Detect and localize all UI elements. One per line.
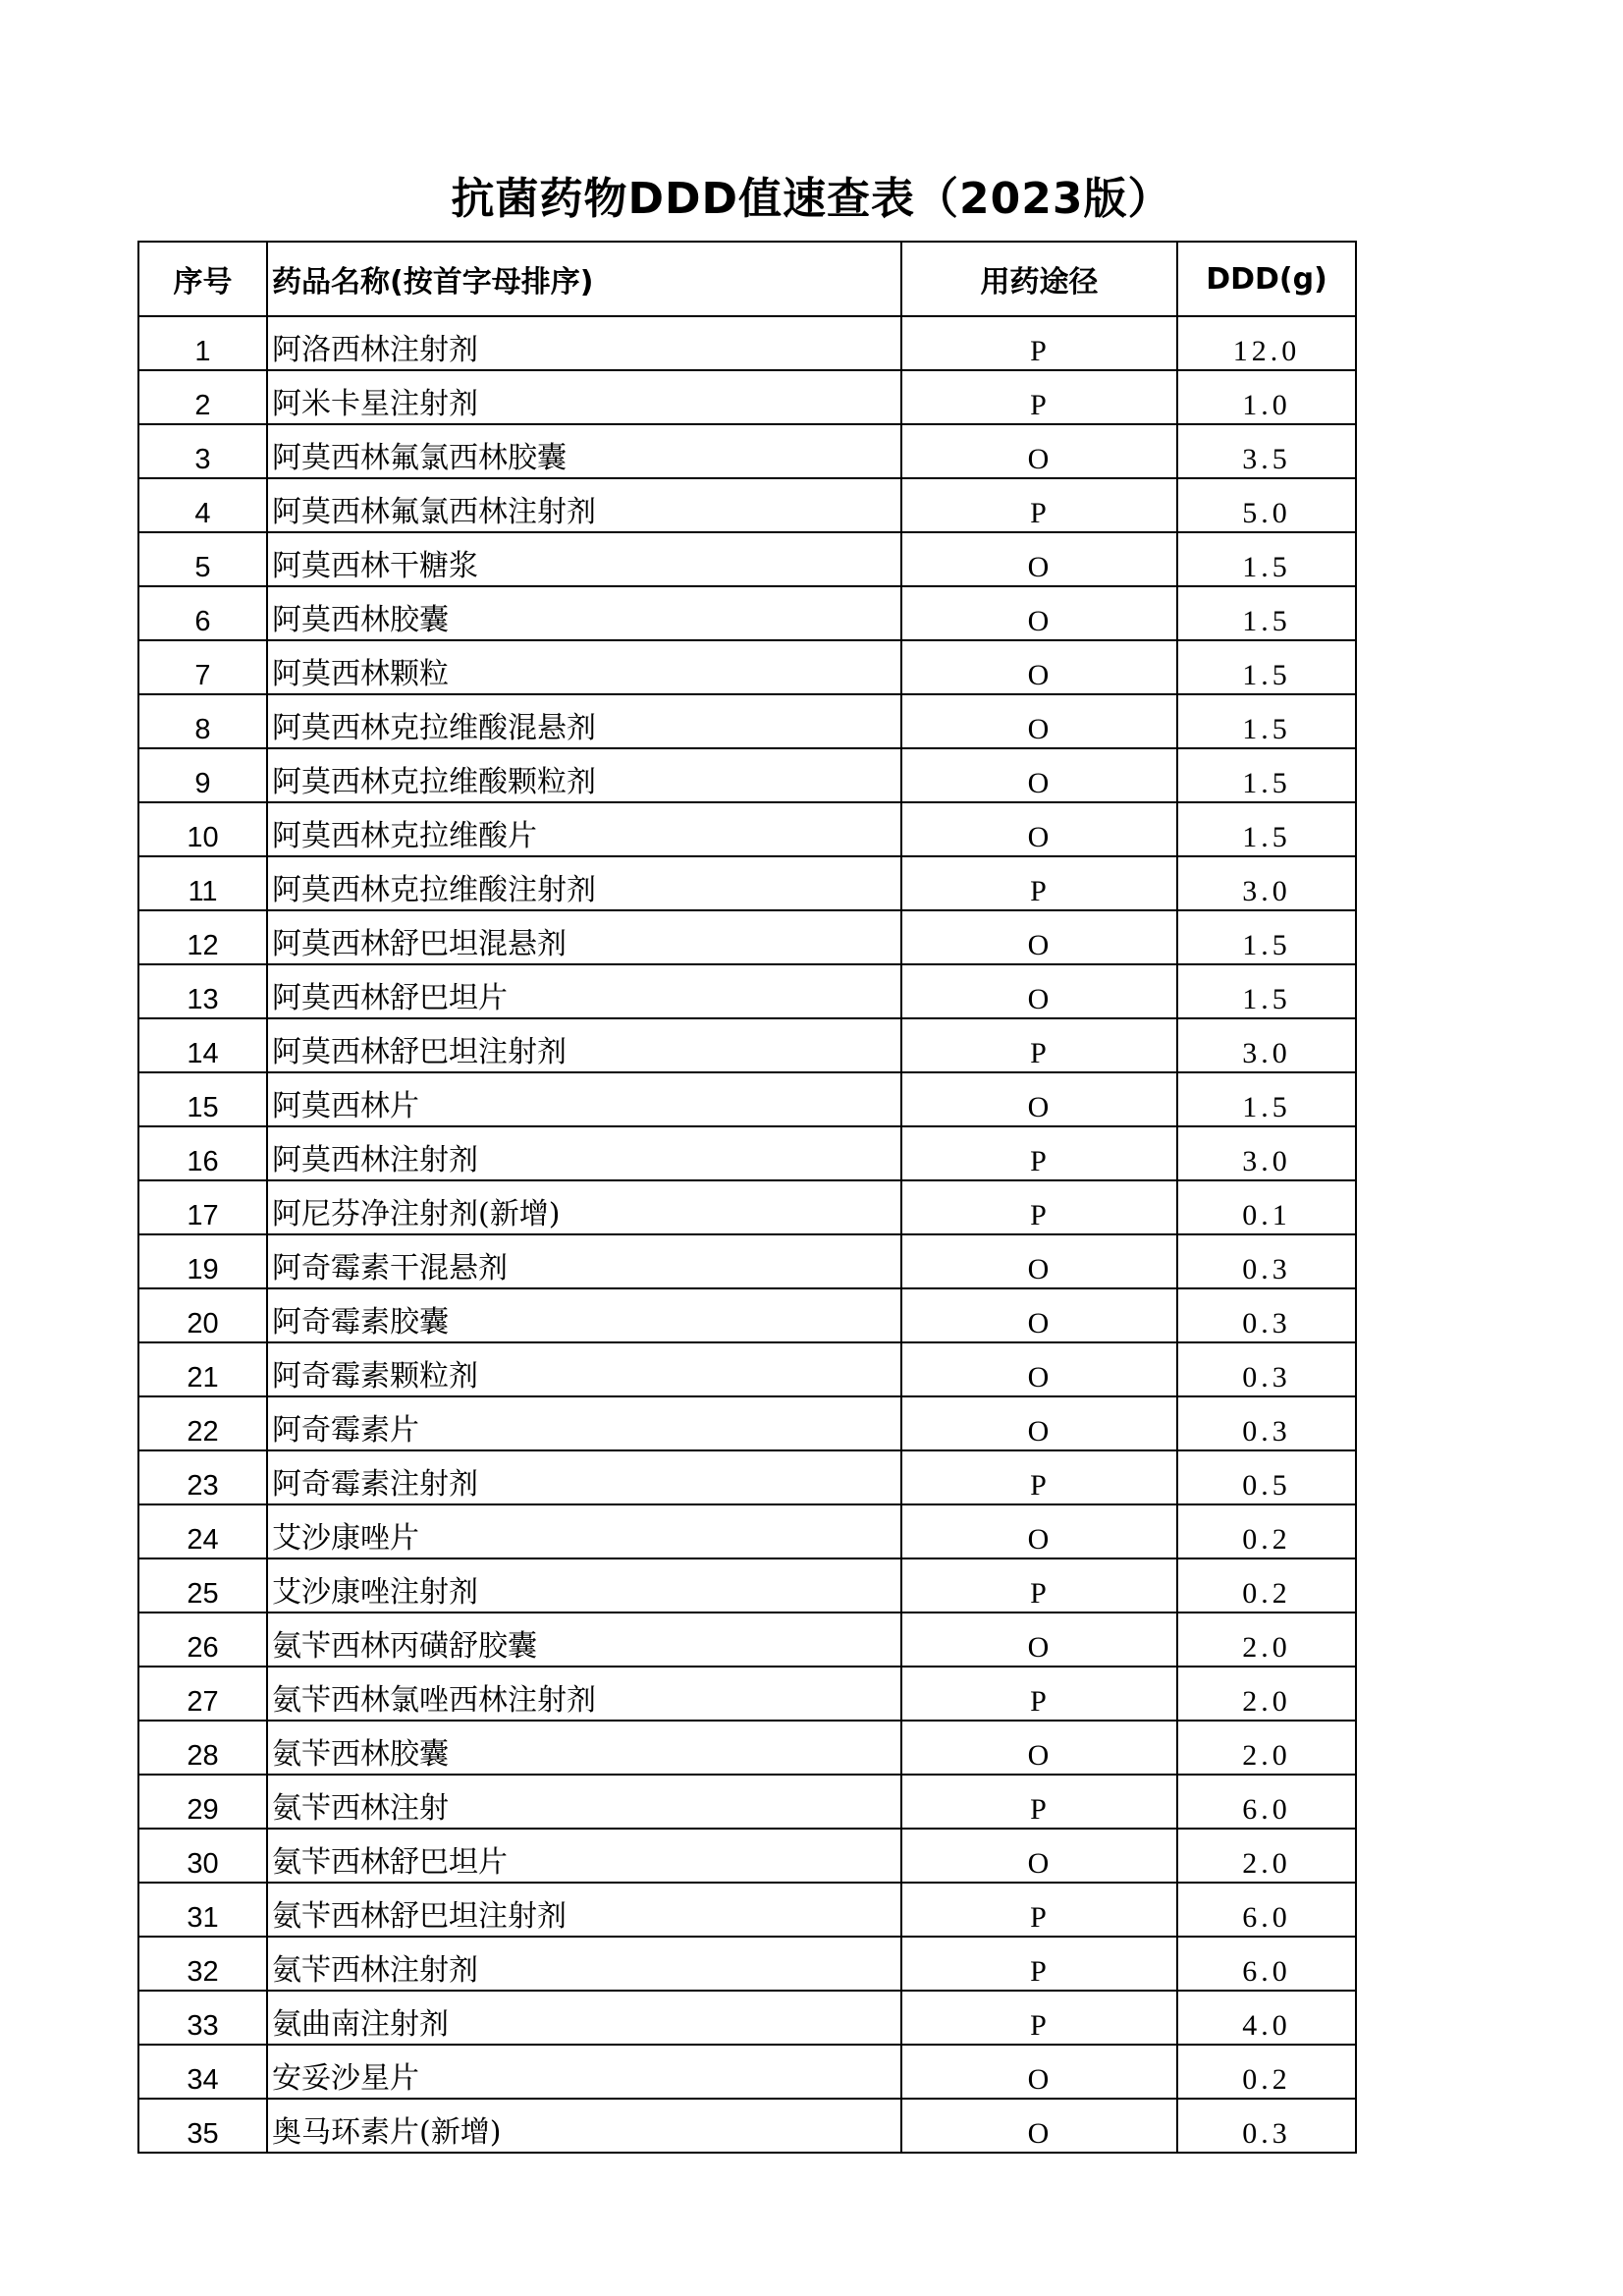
row-route: P	[901, 1937, 1177, 1991]
table-row	[138, 640, 1356, 694]
row-drug-name: 奥马环素片(新增)	[267, 2099, 901, 2153]
row-index: 26	[138, 1613, 267, 1667]
row-route: O	[901, 910, 1177, 964]
table-row	[138, 1829, 1356, 1883]
row-index: 4	[138, 478, 267, 532]
row-drug-name: 阿奇霉素注射剂	[267, 1450, 901, 1504]
table-row	[138, 1180, 1356, 1234]
table-row	[138, 802, 1356, 856]
table-row	[138, 1775, 1356, 1829]
row-ddd-value: 2.0	[1177, 1721, 1356, 1775]
row-route: P	[901, 1991, 1177, 2045]
table-row	[138, 1667, 1356, 1721]
table-row	[138, 1288, 1356, 1342]
row-index: 33	[138, 1991, 267, 2045]
row-drug-name: 氨苄西林胶囊	[267, 1721, 901, 1775]
row-index: 10	[138, 802, 267, 856]
table-row	[138, 1072, 1356, 1126]
row-drug-name: 阿莫西林氟氯西林胶囊	[267, 424, 901, 478]
row-drug-name: 阿莫西林舒巴坦注射剂	[267, 1018, 901, 1072]
table-row	[138, 1504, 1356, 1558]
table-header-row	[138, 242, 1356, 316]
row-index: 21	[138, 1342, 267, 1396]
row-route: O	[901, 748, 1177, 802]
row-index: 7	[138, 640, 267, 694]
row-ddd-value: 0.5	[1177, 1450, 1356, 1504]
table-row	[138, 1883, 1356, 1937]
row-route: O	[901, 1613, 1177, 1667]
row-drug-name: 阿莫西林克拉维酸片	[267, 802, 901, 856]
row-route: O	[901, 694, 1177, 748]
row-ddd-value: 0.3	[1177, 1234, 1356, 1288]
row-ddd-value: 6.0	[1177, 1775, 1356, 1829]
row-ddd-value: 2.0	[1177, 1829, 1356, 1883]
row-route: O	[901, 2099, 1177, 2153]
row-index: 1	[138, 316, 267, 370]
row-ddd-value: 1.5	[1177, 802, 1356, 856]
row-drug-name: 氨曲南注射剂	[267, 1991, 901, 2045]
row-route: P	[901, 1883, 1177, 1937]
row-index: 8	[138, 694, 267, 748]
ddd-table	[137, 241, 1357, 2154]
table-row	[138, 1937, 1356, 1991]
row-drug-name: 阿奇霉素胶囊	[267, 1288, 901, 1342]
table-row	[138, 748, 1356, 802]
row-drug-name: 氨苄西林舒巴坦注射剂	[267, 1883, 901, 1937]
table-row	[138, 316, 1356, 370]
table-row	[138, 1396, 1356, 1450]
row-route: P	[901, 478, 1177, 532]
row-index: 11	[138, 856, 267, 910]
row-index: 15	[138, 1072, 267, 1126]
row-route: O	[901, 2045, 1177, 2099]
row-ddd-value: 6.0	[1177, 1937, 1356, 1991]
row-ddd-value: 0.3	[1177, 1288, 1356, 1342]
row-route: O	[901, 1342, 1177, 1396]
row-route: P	[901, 1775, 1177, 1829]
row-index: 19	[138, 1234, 267, 1288]
row-drug-name: 阿莫西林片	[267, 1072, 901, 1126]
row-ddd-value: 1.5	[1177, 586, 1356, 640]
row-ddd-value: 1.5	[1177, 748, 1356, 802]
row-index: 2	[138, 370, 267, 424]
row-drug-name: 艾沙康唑片	[267, 1504, 901, 1558]
row-drug-name: 氨苄西林丙磺舒胶囊	[267, 1613, 901, 1667]
table-row	[138, 2045, 1356, 2099]
row-ddd-value: 1.5	[1177, 532, 1356, 586]
row-index: 5	[138, 532, 267, 586]
row-drug-name: 阿洛西林注射剂	[267, 316, 901, 370]
row-index: 20	[138, 1288, 267, 1342]
table-row	[138, 424, 1356, 478]
row-drug-name: 阿莫西林克拉维酸混悬剂	[267, 694, 901, 748]
row-drug-name: 阿莫西林克拉维酸注射剂	[267, 856, 901, 910]
table-row	[138, 910, 1356, 964]
row-ddd-value: 5.0	[1177, 478, 1356, 532]
row-route: P	[901, 316, 1177, 370]
table-row	[138, 2099, 1356, 2153]
row-index: 25	[138, 1558, 267, 1613]
row-ddd-value: 6.0	[1177, 1883, 1356, 1937]
row-drug-name: 阿尼芬净注射剂(新增)	[267, 1180, 901, 1234]
row-index: 28	[138, 1721, 267, 1775]
row-route: O	[901, 1721, 1177, 1775]
row-index: 13	[138, 964, 267, 1018]
row-index: 14	[138, 1018, 267, 1072]
document-title: 抗菌药物DDD值速查表（2023版）	[451, 174, 1172, 224]
row-route: O	[901, 586, 1177, 640]
row-ddd-value: 0.2	[1177, 1504, 1356, 1558]
row-ddd-value: 1.5	[1177, 640, 1356, 694]
row-route: O	[901, 964, 1177, 1018]
header-route: 用药途径	[901, 242, 1177, 316]
table-row	[138, 1450, 1356, 1504]
row-index: 9	[138, 748, 267, 802]
row-route: O	[901, 424, 1177, 478]
row-route: O	[901, 1072, 1177, 1126]
row-index: 16	[138, 1126, 267, 1180]
row-index: 17	[138, 1180, 267, 1234]
row-drug-name: 阿莫西林注射剂	[267, 1126, 901, 1180]
row-ddd-value: 12.0	[1177, 316, 1356, 370]
row-route: O	[901, 1504, 1177, 1558]
row-index: 6	[138, 586, 267, 640]
table-row	[138, 1342, 1356, 1396]
row-index: 12	[138, 910, 267, 964]
table-row	[138, 1018, 1356, 1072]
table-row	[138, 1126, 1356, 1180]
row-index: 3	[138, 424, 267, 478]
row-drug-name: 阿莫西林舒巴坦混悬剂	[267, 910, 901, 964]
row-drug-name: 氨苄西林注射剂	[267, 1937, 901, 1991]
row-ddd-value: 3.5	[1177, 424, 1356, 478]
row-drug-name: 阿莫西林克拉维酸颗粒剂	[267, 748, 901, 802]
row-ddd-value: 1.5	[1177, 694, 1356, 748]
row-ddd-value: 3.0	[1177, 856, 1356, 910]
table-row	[138, 856, 1356, 910]
row-index: 35	[138, 2099, 267, 2153]
table-row	[138, 964, 1356, 1018]
row-ddd-value: 4.0	[1177, 1991, 1356, 2045]
row-ddd-value: 1.5	[1177, 1072, 1356, 1126]
row-route: P	[901, 856, 1177, 910]
table-row	[138, 1721, 1356, 1775]
table-row	[138, 586, 1356, 640]
row-index: 29	[138, 1775, 267, 1829]
row-drug-name: 阿奇霉素颗粒剂	[267, 1342, 901, 1396]
row-ddd-value: 1.5	[1177, 910, 1356, 964]
row-ddd-value: 1.0	[1177, 370, 1356, 424]
row-route: P	[901, 1450, 1177, 1504]
row-drug-name: 艾沙康唑注射剂	[267, 1558, 901, 1613]
header-drug-name: 药品名称(按首字母排序)	[267, 242, 901, 316]
row-index: 22	[138, 1396, 267, 1450]
row-ddd-value: 1.5	[1177, 964, 1356, 1018]
row-drug-name: 阿莫西林胶囊	[267, 586, 901, 640]
row-route: O	[901, 640, 1177, 694]
row-route: P	[901, 1558, 1177, 1613]
row-drug-name: 阿莫西林氟氯西林注射剂	[267, 478, 901, 532]
row-drug-name: 安妥沙星片	[267, 2045, 901, 2099]
row-route: P	[901, 370, 1177, 424]
row-ddd-value: 0.1	[1177, 1180, 1356, 1234]
row-drug-name: 阿莫西林舒巴坦片	[267, 964, 901, 1018]
table-row	[138, 1613, 1356, 1667]
row-drug-name: 氨苄西林舒巴坦片	[267, 1829, 901, 1883]
row-route: O	[901, 1396, 1177, 1450]
row-ddd-value: 0.3	[1177, 1342, 1356, 1396]
row-route: O	[901, 1288, 1177, 1342]
row-drug-name: 阿莫西林颗粒	[267, 640, 901, 694]
row-index: 31	[138, 1883, 267, 1937]
row-route: P	[901, 1180, 1177, 1234]
table-row	[138, 694, 1356, 748]
row-index: 23	[138, 1450, 267, 1504]
row-index: 32	[138, 1937, 267, 1991]
row-drug-name: 阿奇霉素片	[267, 1396, 901, 1450]
table-row	[138, 370, 1356, 424]
table-row	[138, 1234, 1356, 1288]
table-row	[138, 532, 1356, 586]
table-body	[138, 316, 1356, 2153]
row-route: O	[901, 802, 1177, 856]
row-drug-name: 阿奇霉素干混悬剂	[267, 1234, 901, 1288]
row-index: 27	[138, 1667, 267, 1721]
row-route: O	[901, 1234, 1177, 1288]
row-drug-name: 阿莫西林干糖浆	[267, 532, 901, 586]
table-row	[138, 1991, 1356, 2045]
row-drug-name: 阿米卡星注射剂	[267, 370, 901, 424]
row-ddd-value: 2.0	[1177, 1667, 1356, 1721]
table-row	[138, 1558, 1356, 1613]
row-route: O	[901, 1829, 1177, 1883]
row-route: O	[901, 532, 1177, 586]
row-ddd-value: 3.0	[1177, 1126, 1356, 1180]
row-route: P	[901, 1018, 1177, 1072]
row-ddd-value: 3.0	[1177, 1018, 1356, 1072]
row-index: 34	[138, 2045, 267, 2099]
row-drug-name: 氨苄西林氯唑西林注射剂	[267, 1667, 901, 1721]
row-ddd-value: 2.0	[1177, 1613, 1356, 1667]
header-ddd: DDD(g)	[1177, 242, 1356, 316]
row-index: 24	[138, 1504, 267, 1558]
row-route: P	[901, 1126, 1177, 1180]
row-drug-name: 氨苄西林注射	[267, 1775, 901, 1829]
row-index: 30	[138, 1829, 267, 1883]
header-index: 序号	[138, 242, 267, 316]
row-route: P	[901, 1667, 1177, 1721]
row-ddd-value: 0.3	[1177, 2099, 1356, 2153]
row-ddd-value: 0.2	[1177, 2045, 1356, 2099]
row-ddd-value: 0.2	[1177, 1558, 1356, 1613]
row-ddd-value: 0.3	[1177, 1396, 1356, 1450]
table-row	[138, 478, 1356, 532]
